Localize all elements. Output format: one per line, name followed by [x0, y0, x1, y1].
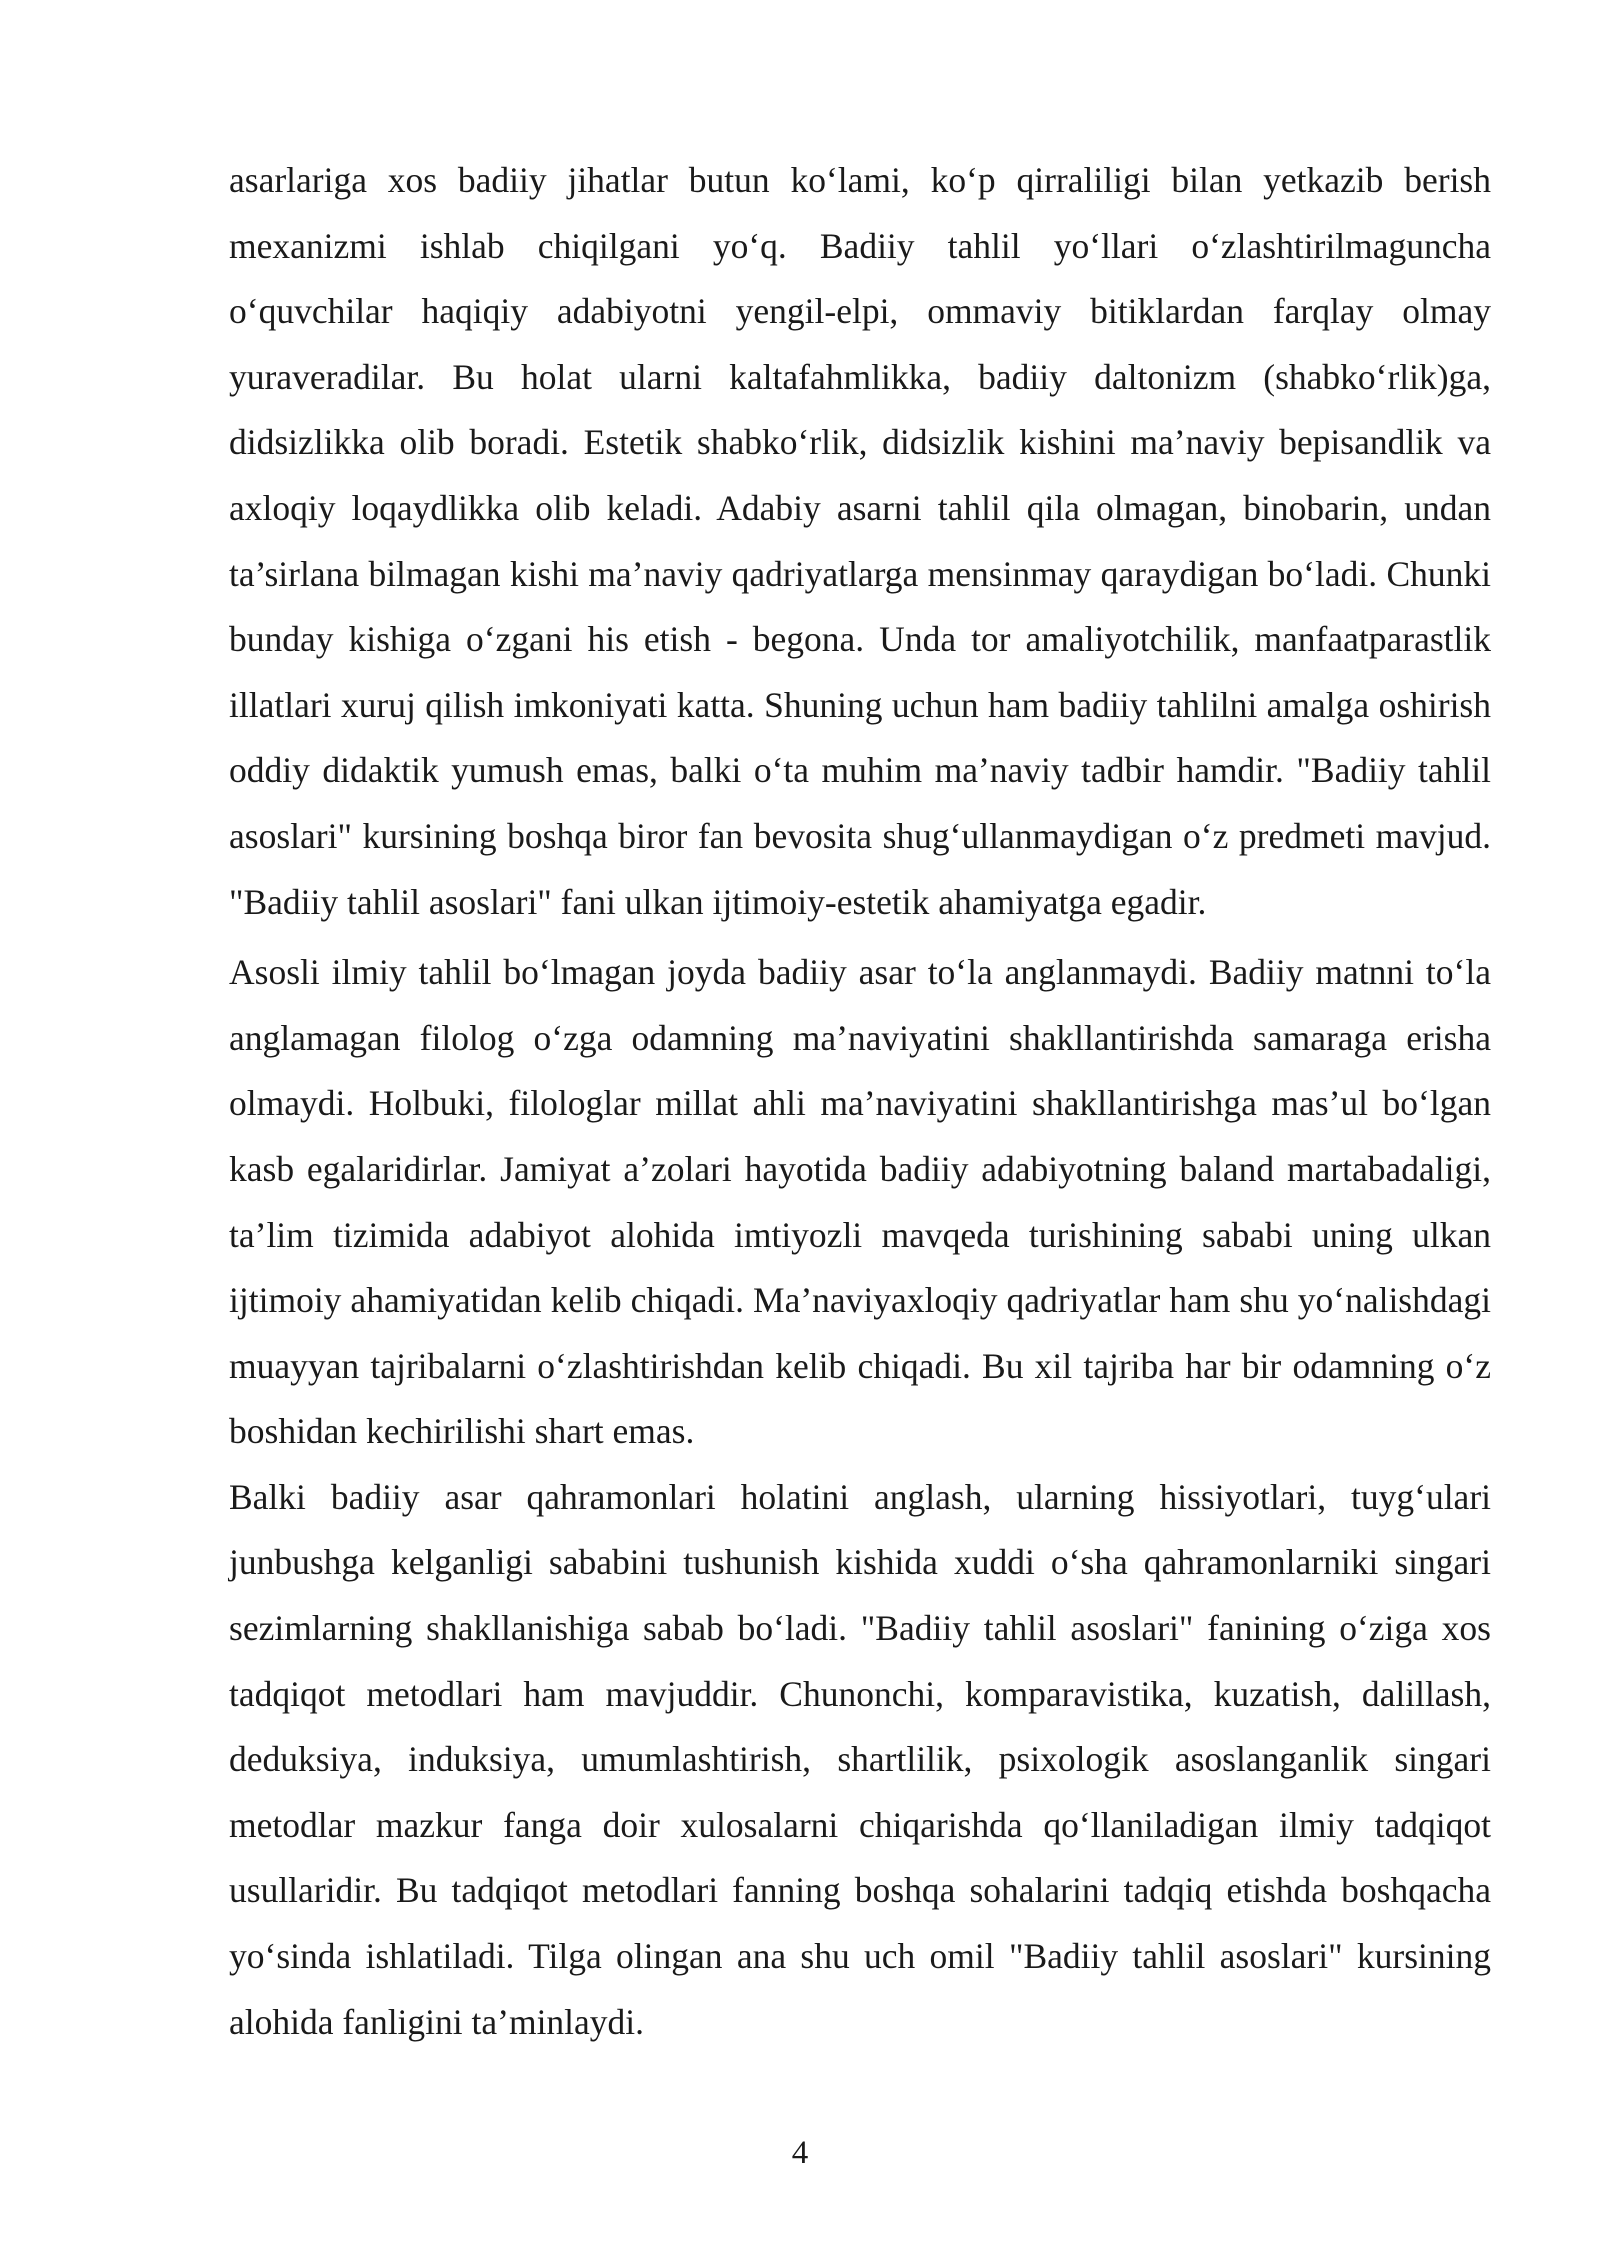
- paragraph-1: asarlariga xos badiiy jihatlar butun ko‘lami, ko‘p qirraliligi bilan yetkazib berish mexanizmi ishlab chiqilgani yo‘q. Badiiy tahlil yo‘llari o‘zlashtirilmaguncha o‘quvchilar haqiqiy adabiyotni yengil-elpi, ommaviy bitiklardan farqlay olmay yuraveradilar. Bu holat ularni kaltafahmlikka, badiiy daltonizm (shabko‘rlik)ga, didsizlikka olib boradi. Estetik shabko‘rlik, didsizlik kishini ma’naviy bepisandlik va axloqiy loqaydlikka olib keladi. Adabiy asarni tahlil qila olmagan, binobarin, undan ta’sirlana bilmagan kishi ma’naviy qadriyatlarga mensinmay qaraydigan bo‘ladi. Chunki bunday kishiga o‘zgani his etish - begona. Unda tor amaliyotchilik, manfaatparastlik illatlari xuruj qilish imkoniyati katta. Shuning uchun ham badiiy tahlilni amalga oshirish oddiy didaktik yumush emas, balki o‘ta muhim ma’naviy tadbir hamdir. "Badiiy tahlil asoslari" kursining boshqa biror fan bevosita shug‘ullanmaydigan o‘z predmeti mavjud. "Badiiy tahlil asoslari" fani ulkan ijtimoiy-estetik ahamiyatga egadir.: [229, 160, 1491, 922]
- body-text: [229, 148, 1491, 2055]
- paragraph-3: Balki badiiy asar qahramonlari holatini anglash, ularning hissiyotlari, tuyg‘ulari junbushga kelganligi sababini tushunish kishida xuddi o‘sha qahramonlarniki singari sezimlarning shakllanishiga sabab bo‘ladi. "Badiiy tahlil asoslari" fanining o‘ziga xos tadqiqot metodlari ham mavjuddir. Chunonchi, komparavistika, kuzatish, dalillash, deduksiya, induksiya, umumlashtirish, shartlilik, psixologik asoslanganlik singari metodlar mazkur fanga doir xulosalarni chiqarishda qo‘llaniladigan ilmiy tadqiqot usullaridir. Bu tadqiqot metodlari fanning boshqa sohalarini tadqiq etishda boshqacha yo‘sinda ishlatiladi. Tilga olingan ana shu uch omil "Badiiy tahlil asoslari" kursining alohida fanligini ta’minlaydi.: [229, 1476, 1491, 2042]
- page-number: 4: [791, 2135, 809, 2171]
- paragraph-2: Asosli ilmiy tahlil bo‘lmagan joyda badiiy asar to‘la anglanmaydi. Badiiy matnni to‘la anglamagan filolog o‘zga odamning ma’naviyatini shakllantirishda samaraga erisha olmaydi. Holbuki, filologlar millat ahli ma’naviyatini shakllantirishga mas’ul bo‘lgan kasb egalaridirlar. Jamiyat a’zolari hayotida badiiy adabiyotning baland martabadaligi, ta’lim tizimida adabiyot alohida imtiyozli mavqeda turishining sababi uning ulkan ijtimoiy ahamiyatidan kelib chiqadi. Ma’naviyaxloqiy qadriyatlar ham shu yo‘nalishdagi muayyan tajribalarni o‘zlashtirishdan kelib chiqadi. Bu xil tajriba har bir odamning o‘z boshidan kechirilishi shart emas.: [229, 952, 1491, 1452]
